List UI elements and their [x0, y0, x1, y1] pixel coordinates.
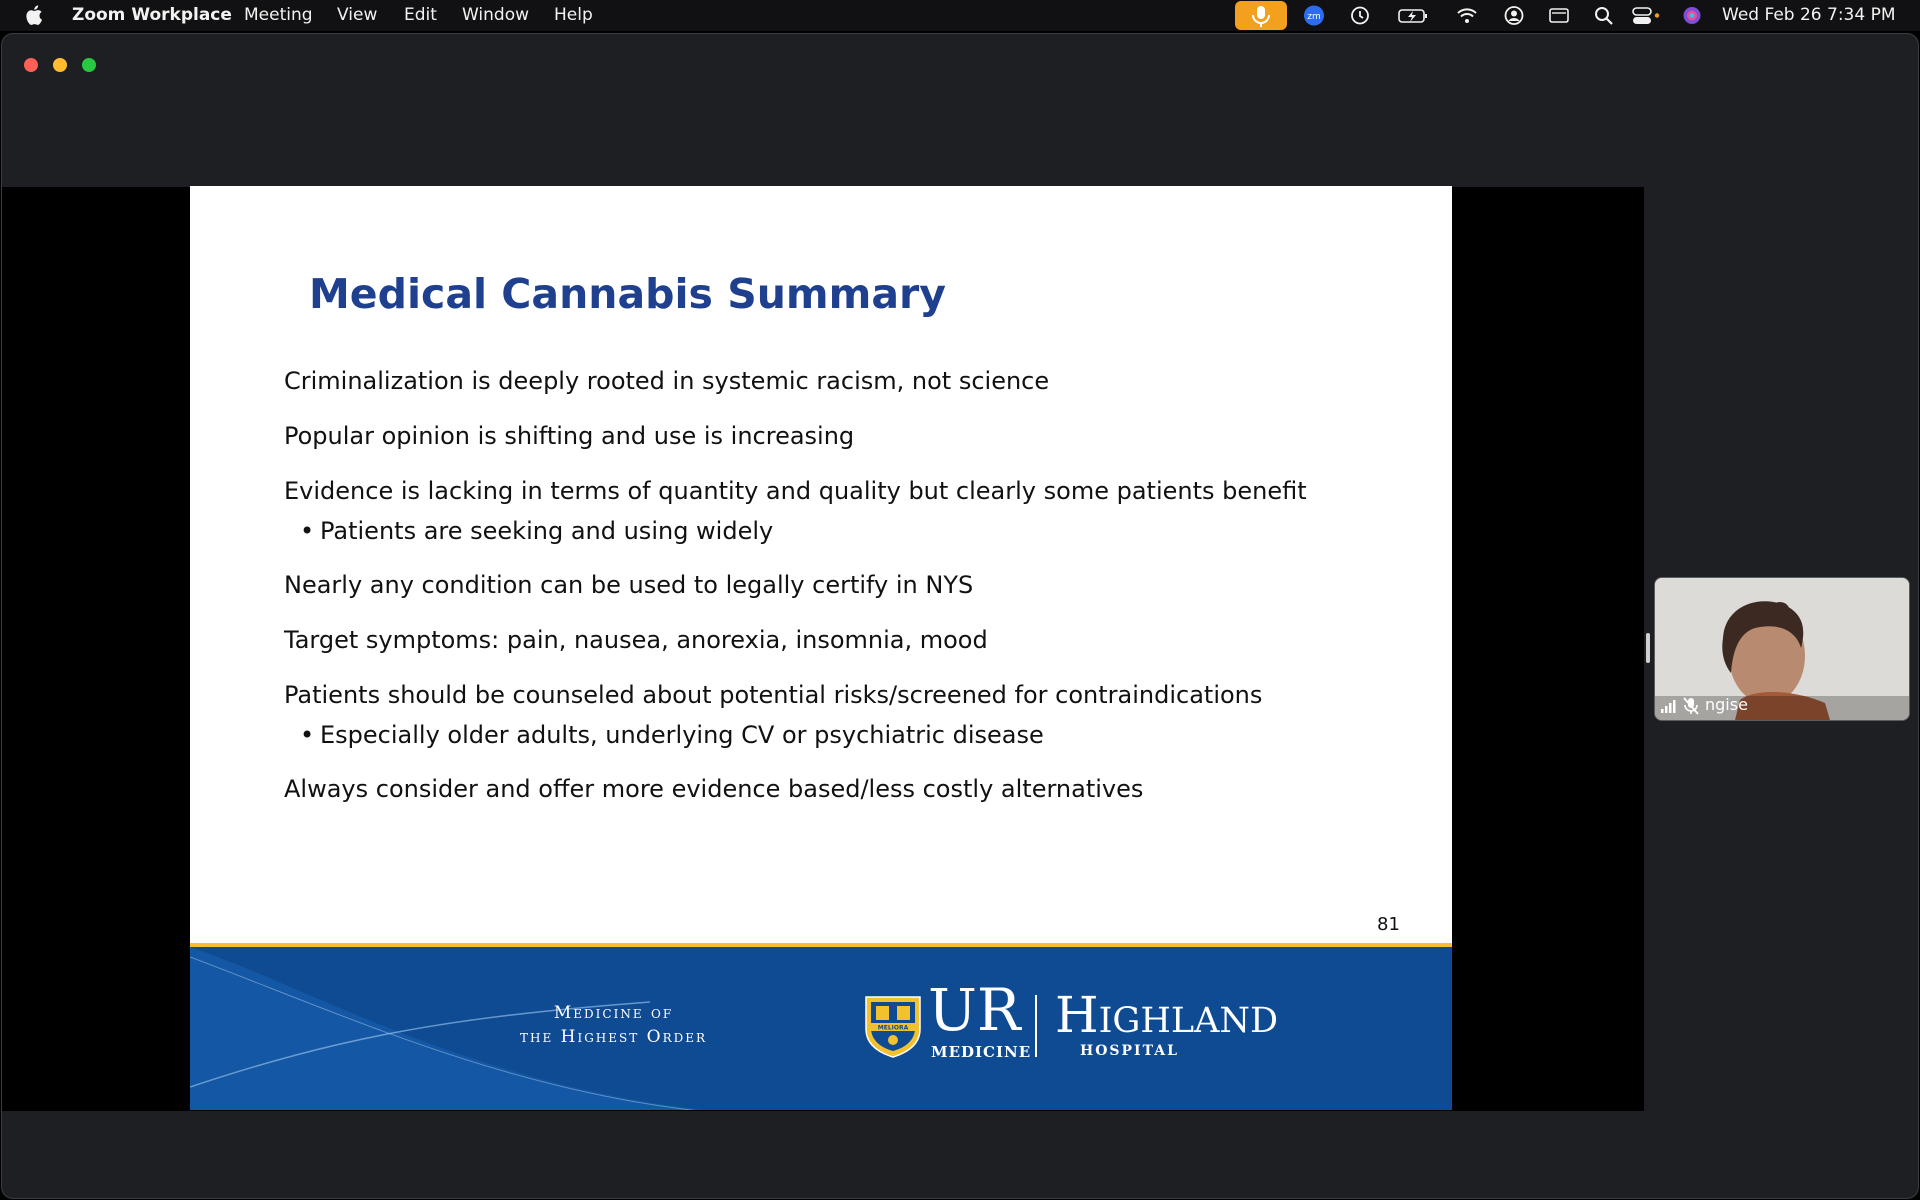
- mic-icon: [1235, 1, 1287, 30]
- slide-sub-bullet: [300, 721, 1044, 749]
- search-icon[interactable]: [1593, 5, 1615, 26]
- zoom-icon[interactable]: [1303, 5, 1325, 26]
- fullscreen-window-button[interactable]: [82, 58, 96, 72]
- ur-logo-text: UR: [928, 976, 1021, 1044]
- svg-text:zm: zm: [1307, 12, 1321, 22]
- close-window-button[interactable]: [24, 58, 38, 72]
- siri-icon[interactable]: [1681, 5, 1703, 26]
- slide-page-number: 81: [1377, 914, 1400, 935]
- slide-footer-banner: [190, 943, 1452, 1110]
- shared-slide: [190, 186, 1452, 1110]
- panel-resize-handle[interactable]: [1646, 633, 1650, 663]
- footer-tagline-line1: Medicine of: [553, 1003, 674, 1023]
- display-icon[interactable]: [1548, 5, 1570, 26]
- slide-bullet: Evidence is lacking in terms of quantity and quality but clearly some patients benefit: [284, 477, 1307, 505]
- menu-help[interactable]: Help: [554, 5, 593, 25]
- participant-name: ngise: [1705, 695, 1748, 714]
- slide-bullet: Always consider and offer more evidence based/less costly alternatives: [284, 775, 1144, 803]
- university-seal-logo: [862, 993, 924, 1059]
- slide-sub-bullet-text: Patients are seeking and using widely: [320, 517, 774, 545]
- footer-tagline: [520, 1001, 707, 1049]
- mic-in-use-indicator[interactable]: [1235, 1, 1287, 30]
- control-center-icon[interactable]: [1632, 5, 1660, 26]
- slide-title: Medical Cannabis Summary: [309, 270, 946, 318]
- participant-video-tile[interactable]: [1654, 577, 1910, 721]
- menu-clock[interactable]: Wed Feb 26 7:34 PM: [1722, 5, 1896, 25]
- menu-view[interactable]: View: [337, 5, 378, 25]
- menu-edit[interactable]: Edit: [404, 5, 437, 25]
- menu-meeting[interactable]: Meeting: [244, 5, 313, 25]
- highland-hospital-text: HOSPITAL: [1080, 1043, 1179, 1059]
- wifi-icon[interactable]: [1456, 5, 1478, 26]
- slide-bullet: Criminalization is deeply rooted in systemic racism, not science: [284, 367, 1050, 395]
- slide-bullet: Patients should be counseled about potential risks/screened for contraindications: [284, 681, 1263, 709]
- minimize-window-button[interactable]: [53, 58, 67, 72]
- slide-bullet: Popular opinion is shifting and use is increasing: [284, 422, 855, 450]
- signal-strength-icon: [1660, 698, 1678, 714]
- bullet-dot-icon: •: [300, 517, 315, 545]
- muted-mic-icon: [1683, 697, 1699, 715]
- menu-window[interactable]: Window: [462, 5, 530, 25]
- bullet-dot-icon: •: [300, 721, 315, 749]
- slide-sub-bullet: [300, 517, 774, 545]
- menu-app-name[interactable]: Zoom Workplace: [72, 5, 232, 25]
- svg-text:MELIORA: MELIORA: [877, 1024, 909, 1032]
- apple-icon[interactable]: [24, 3, 46, 27]
- battery-icon[interactable]: [1397, 5, 1429, 26]
- slide-bullet: Target symptoms: pain, nausea, anorexia, insomnia, mood: [284, 626, 988, 654]
- footer-tagline-line2: the Highest Order: [520, 1027, 708, 1047]
- slide-bullet: Nearly any condition can be used to legally certify in NYS: [284, 571, 974, 599]
- slide-sub-bullet-text: Especially older adults, underlying CV or psychiatric disease: [320, 721, 1044, 749]
- logo-divider: [1035, 995, 1037, 1057]
- user-icon[interactable]: [1503, 5, 1525, 26]
- menu-bar: [0, 0, 1920, 31]
- ur-medicine-text: MEDICINE: [931, 1043, 1032, 1061]
- highland-logo-text: Highland: [1055, 986, 1279, 1044]
- time-machine-icon[interactable]: [1349, 5, 1371, 26]
